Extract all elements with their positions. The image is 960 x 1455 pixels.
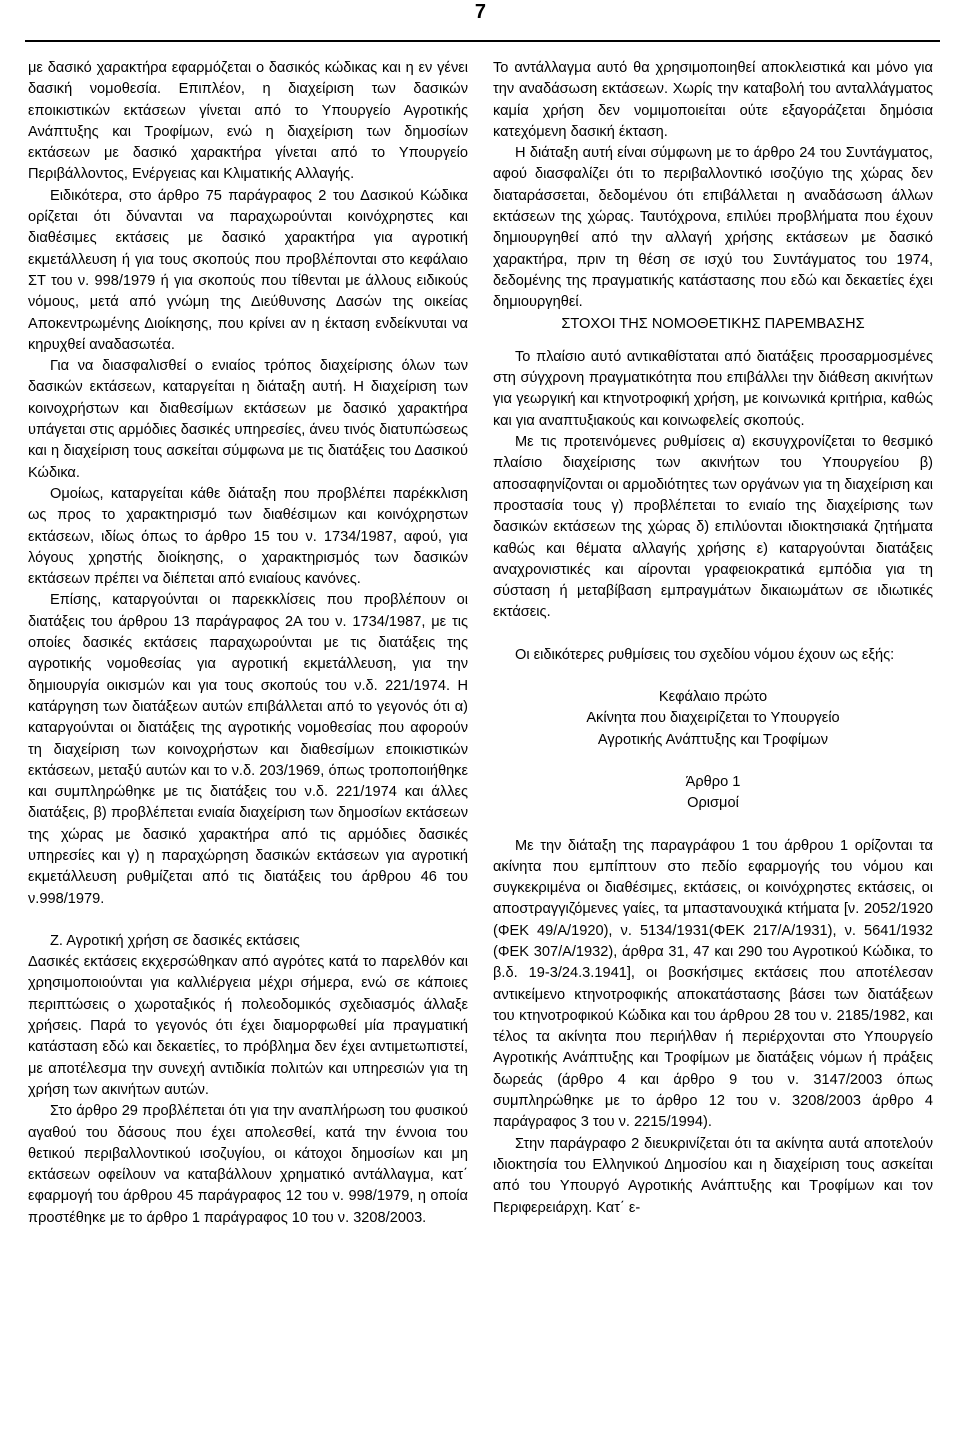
paragraph: Ομοίως, καταργείται κάθε διάταξη που προβλέπει παρέκκλιση ως προς το χαρακτηρισμό των διαθέσιμων και κοινόχρηστων εκτάσεων, ιδίως όπως το άρθρο 15 του ν. 1734/1987, αφού, για λόγους χρηστής διοίκησης, ο χαρακτηρισμός των δασικών εκτάσεων πρέπει να διέπεται από ενιαίους κανόνες.	[28, 485, 468, 588]
spacer	[493, 815, 933, 836]
paragraph: Ειδικότερα, στο άρθρο 75 παράγραφος 2 του Δασικού Κώδικα ορίζεται ότι δύνανται να παραχωρούνται κοινόχρηστες και διαθέσιμες εκτάσεις με δασικό χαρακτήρα για αγροτική εκμετάλλευση ή για τους σκοπούς που προβλέπονται στο κεφάλαιο ΣΤ του ν. 998/1979 ή για σκοπούς που τίθενται με άλλους ειδικούς νόμους, μετά από γνώμη της Διεύθυνσης Δασών της οικείας Αποκεντρωμένης Διοίκησης, που κρίνει αν η έκταση ενδείκνυται να κηρυχθεί αναδασωτέα.	[28, 187, 468, 353]
section-heading: ΣΤΟΧΟΙ ΤΗΣ ΝΟΜΟΘΕΤΙΚΗΣ ΠΑΡΕΜΒΑΣΗΣ	[561, 315, 865, 332]
chapter-label: Κεφάλαιο πρώτο	[658, 689, 768, 706]
page-number: 7	[474, 1, 486, 23]
paragraph: Οι ειδικότερες ρυθμίσεις του σχεδίου νόμου έχουν ως εξής:	[515, 646, 895, 663]
header-rule	[25, 40, 940, 42]
paragraph: Το πλαίσιο αυτό αντικαθίσταται από διατάξεις προσαρμοσμένες στη σύγχρονη πραγματικότητα που επιβάλλει την διάθεση ακινήτων για γεωργική και κτηνοτροφική χρήση, με κοινωνικά κριτήρια, καθώς και για αναπτυξιακούς και κοινωφελείς σκοπούς.	[493, 348, 933, 429]
paragraph: Με τις προτεινόμενες ρυθμίσεις α) εκσυγχρονίζεται το θεσμικό πλαίσιο διαχείρισης των ακινήτων του Υπουργείου β) αποσαφηνίζονται οι αρμοδιότητες των οργάνων για τη διαχείριση και προστασία τους γ) προβλέπεται το ενιαίο της διαχείρισης των δασικών εκτάσεων της χώρας δ) επιλύονται ιδιοκτησιακά ζητήματα καθώς και θέματα αλλαγής χρήσης ε) καταργούνται διατάξεις αναχρονιστικές και αίρονται γραφειοκρατικά εμπόδια για τη σύσταση ή μεταβίβαση εμπραγμάτων δικαιωμάτων σε ιδιωτικές εκτάσεις.	[493, 434, 933, 621]
chapter-title-line: Αγροτικής Ανάπτυξης και Τροφίμων	[597, 731, 829, 748]
article-label: Άρθρο 1	[685, 773, 741, 790]
paragraph: Δασικές εκτάσεις εκχερσώθηκαν από αγρότες κατά το παρελθόν και χρησιμοποιούνται για καλλιέργεια μέχρι σήμερα, ενώ σε κάποιες περιπτώσεις ο χωροταξικός ή πολεοδομικός σχεδιασμός άλλαξε χρήσεις. Παρά το γεγονός ότι έχει διαμορφωθεί μία πραγματική κατάσταση εδώ και δεκαετίες, το πρόβλημα δεν έχει αντιμετωπιστεί, με αποτέλεσμα την συνεχή αντιδικία πολιτών και υπηρεσιών για τη χρήση των ακινήτων αυτών.	[28, 954, 468, 1098]
section-title: Ζ. Αγροτική χρήση σε δασικές εκτάσεις	[50, 932, 300, 949]
paragraph: Με την διάταξη της παραγράφου 1 του άρθρου 1 ορίζονται τα ακίνητα που εμπίπτουν στο πεδίο εφαρμογής του νόμου και συγκεκριμένα οι διαθέσιμες, εκτάσεις, οι κοινόχρηστες εκτάσεις, οι αποστραγγιζόμενες γαίες, τα μπαστανουχικά κτήματα [ν. 2052/1920 (ΦΕΚ 49/Α/1920), ν. 5134/1931(ΦΕΚ 217/Α/1931), ν. 5641/1932 (ΦΕΚ 307/Α/1932), άρθρα 31, 47 και 290 του Αγροτικού Κώδικα, το β.δ. 19-3/24.3.1941], οι βοσκήσιμες εκτάσεις που αποτέλεσαν αντικείμενο κτηνοτροφικής αποκατάστασης βάσει των διατάξεων του κτηνοτροφικού Κώδικα και του άρθρου 28 του ν. 2185/1982, και τέλος τα ακίνητα που περιήλθαν ή περιέρχονται στο Υπουργείο Αγροτικής Ανάπτυξης και Τροφίμων με διατάξεις νόμων ή πράξεις δωρεάς (άρθρο 4 και άρθρο 9 του ν. 3147/2003 όπως συμπληρώθηκε με το άρθρο 12 του ν. 3208/2003 άρθρο 4 παράγραφος 3 του ν. 2215/1994).	[493, 837, 933, 1131]
left-column	[28, 58, 468, 1229]
chapter-title-line: Ακίνητα που διαχειρίζεται το Υπουργείο	[586, 710, 840, 727]
paragraph: Η διάταξη αυτή είναι σύμφωνη με το άρθρο 24 του Συντάγματος, αφού διασφαλίζει ότι το περιβαλλοντικό ισοζύγιο της χώρας δεν διαταράσσεται, δεδομένου ότι επιβάλλεται η αναδάσωση άλλων εκτάσεων της χώρας. Ταυτόχρονα, επιλύει προβλήματα που έχουν δημιουργηθεί από την αλλαγή χρήσης εκτάσεων με δασικό χαρακτήρα, πριν τη θέση σε ισχύ του Συντάγματος του 1974, δεδομένης της πραγματικής κατάστασης που εδώ και δεκαετίες έχει δημιουργηθεί.	[493, 145, 933, 311]
paragraph: Το αντάλλαγμα αυτό θα χρησιμοποιηθεί αποκλειστικά και μόνο για την αναδάσωση εκτάσεων. Χωρίς την καταβολή του ανταλλάγματος καμία χρήση δεν νομιμοποιείται ούτε εξαγοράζεται δημόσια κατεχόμενη δασική έκταση.	[493, 60, 933, 140]
article-title: Ορισμοί	[687, 795, 739, 812]
paragraph: με δασικό χαρακτήρα εφαρμόζεται ο δασικός κώδικας και η εν γένει δασική νομοθεσία. Επιπλέον, η διαχείριση των δασικών εποικιστικών εκτάσεων γίνεται από το Υπουργείο Αγροτικής Ανάπτυξης και Τροφίμων, ενώ η διαχείριση των δημοσίων εκτάσεων με δασικό χαρακτήρα γίνεται από το Υπουργείο Περιβάλλοντος, Ενέργειας και Κλιματικής Αλλαγής.	[28, 60, 468, 183]
spacer	[493, 666, 933, 687]
paragraph: Για να διασφαλισθεί ο ενιαίος τρόπος διαχείρισης όλων των δασικών εκτάσεων, καταργείται η διάταξη αυτή. Η διαχείριση των κοινοχρήστων και διαθεσίμων εκτάσεων με δασικό χαρακτήρα υπάγεται στις αρμόδιες δασικές υπηρεσίες, άνευ τινός διατυπώσεως και η διαχείριση τους ασκείται σύμφωνα με τις διατάξεις του Δασικού Κώδικα.	[28, 358, 468, 481]
spacer	[493, 751, 933, 772]
paragraph: Επίσης, καταργούνται οι παρεκκλίσεις που προβλέπουν οι διατάξεις του άρθρου 13 παράγραφος 2Α του ν. 1734/1987, με τις οποίες δασικές εκτάσεις παραχωρούνται με τις διατάξεις της αγροτικής νομοθεσίας για αγροτική εκμετάλλευση, για την δημιουργία οικισμών και για τους σκοπούς του ν.δ. 221/1974. Η κατάργηση των διατάξεων αυτών επιβάλλεται από το γεγονός ότι α) καταργούνται οι διατάξεις της αγροτικής νομοθεσίας που αφορούν τη διαχείριση των κοινοχρήστων και διαθεσίμων εποικιστικών εκτάσεων, μεταξύ αυτών και το ν.δ. 203/1969, όπως τροποποιήθηκε και συμπληρώθηκε με τις διατάξεις του ν.δ. 221/1974 και άλλες διατάξεις, β) προβλέπεται ενιαία διαχείριση των δημοσίων εκτάσεων της χώρας με δασικό χαρακτήρα από τις αρμόδιες δασικές υπηρεσίες και γ) η παραχώρηση δασικών εκτάσεων για αγροτική εκμετάλλευση ρυθμίζεται από τις διατάξεις του άρθρου 46 του ν.998/1979.	[28, 592, 468, 907]
paragraph: Στο άρθρο 29 προβλέπεται ότι για την αναπλήρωση του φυσικού αγαθού του δάσους που έχει απολεσθεί, κατά την έννοια του θετικού περιβαλλοντικού ισοζυγίου, οι κάτοχοι δημοσίων και μη εκτάσεων οφείλουν να καταβάλλουν χρηματικό αντάλλαγμα, κατ΄ εφαρμογή του άρθρου 45 παράγραφος 12 του ν. 998/1979, η οποία προστέθηκε με το άρθρο 1 παράγραφος 10 του ν. 3208/2003.	[28, 1103, 468, 1226]
right-column	[493, 58, 933, 1219]
paragraph: Στην παράγραφο 2 διευκρινίζεται ότι τα ακίνητα αυτά αποτελούν ιδιοκτησία του Ελληνικού Δημοσίου και η διαχείριση τους ασκείται από του Υπουργό Αγροτικής Ανάπτυξης και Τροφίμων και τον Περιφερειάρχη. Κατ΄ ε-	[493, 1135, 933, 1216]
